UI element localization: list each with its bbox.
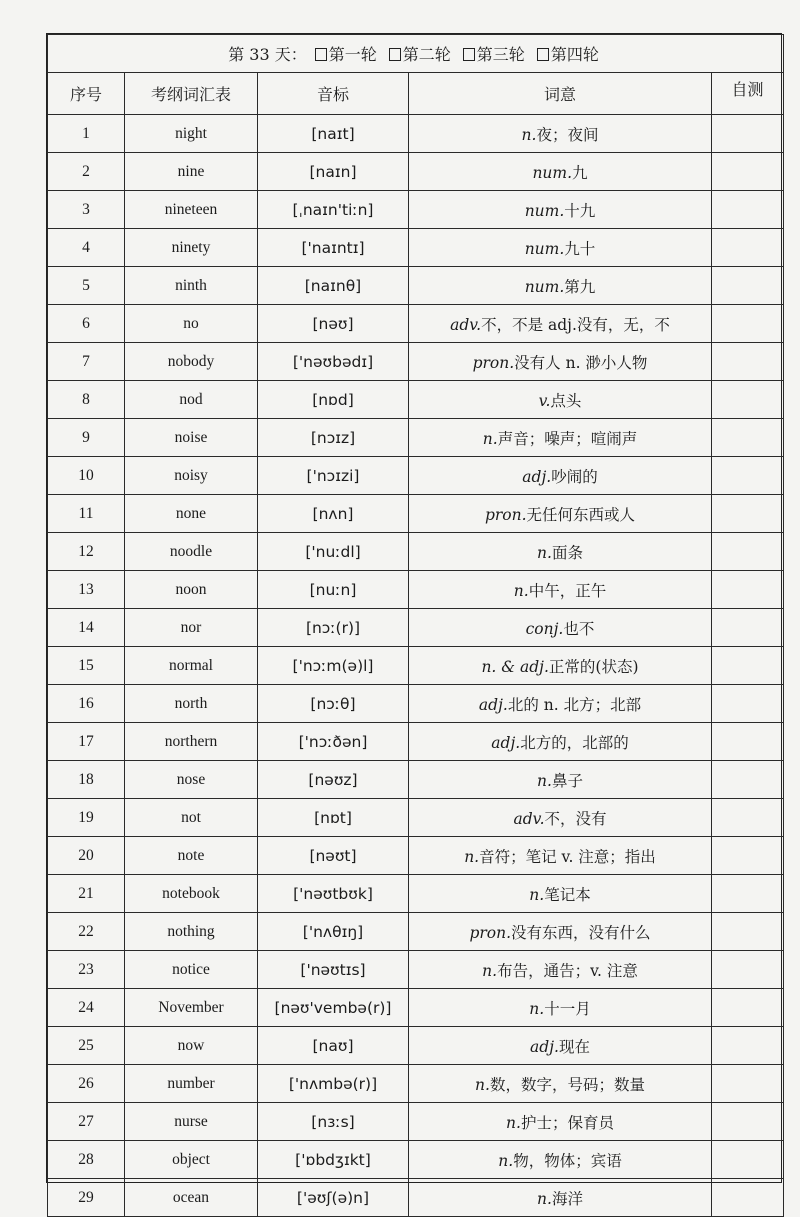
row-index: 20 — [48, 837, 125, 875]
row-meaning-text: 不，没有 — [544, 809, 607, 828]
row-self-test[interactable] — [712, 723, 784, 761]
row-meaning — [409, 1065, 712, 1103]
row-word: November — [125, 989, 258, 1027]
header-phonetic: 音标 — [258, 73, 409, 115]
row-index: 11 — [48, 495, 125, 533]
row-meaning-text: 无任何东西或人 — [526, 505, 636, 524]
row-meaning-text: 现在 — [558, 1037, 590, 1056]
row-pos: n. — [537, 543, 552, 562]
row-meaning-text: 不，不是 adj.没有，无，不 — [481, 315, 670, 334]
row-word: ninety — [125, 229, 258, 267]
row-meaning — [409, 989, 712, 1027]
table-row — [48, 799, 784, 837]
row-meaning — [409, 837, 712, 875]
row-self-test[interactable] — [712, 1065, 784, 1103]
row-index: 12 — [48, 533, 125, 571]
row-pos: pron. — [484, 505, 527, 524]
row-word: nod — [125, 381, 258, 419]
row-self-test[interactable] — [712, 685, 784, 723]
row-meaning — [409, 913, 712, 951]
row-index: 19 — [48, 799, 125, 837]
row-self-test[interactable] — [712, 381, 784, 419]
table-row — [48, 1103, 784, 1141]
row-meaning — [409, 875, 712, 913]
table-row — [48, 951, 784, 989]
row-meaning-text: 海洋 — [551, 1189, 583, 1208]
row-pos: n. — [513, 581, 529, 600]
row-word: notebook — [125, 875, 258, 913]
row-phonetic: [naɪn] — [258, 153, 409, 191]
row-word: normal — [125, 647, 258, 685]
row-self-test[interactable] — [712, 457, 784, 495]
row-meaning-text: 十一月 — [544, 999, 591, 1018]
table-row — [48, 837, 784, 875]
row-self-test[interactable] — [712, 799, 784, 837]
row-meaning-text: 护士；保育员 — [520, 1113, 614, 1132]
row-index: 10 — [48, 457, 125, 495]
round-3-checkbox[interactable] — [463, 48, 475, 61]
row-meaning — [409, 685, 712, 723]
row-pos: pron. — [469, 923, 512, 942]
row-index: 21 — [48, 875, 125, 913]
row-meaning-text: 数，数字，号码；数量 — [489, 1075, 645, 1094]
row-word: note — [125, 837, 258, 875]
row-meaning-text: 物，物体；宾语 — [513, 1151, 622, 1170]
table-row — [48, 533, 784, 571]
row-meaning — [409, 191, 712, 229]
row-pos: n. — [529, 885, 545, 904]
row-phonetic: [naɪt] — [258, 115, 409, 153]
row-meaning-text: 中午，正午 — [528, 581, 607, 600]
table-row — [48, 1027, 784, 1065]
row-word: nothing — [125, 913, 258, 951]
round-1-checkbox[interactable] — [315, 48, 327, 61]
row-pos: num. — [524, 201, 565, 220]
row-meaning — [409, 1179, 712, 1217]
row-phonetic: ['əʊʃ(ə)n] — [258, 1179, 409, 1217]
row-pos: adv. — [450, 315, 482, 334]
row-self-test[interactable] — [712, 913, 784, 951]
round-1-label: 第一轮 — [328, 45, 377, 64]
row-word: no — [125, 305, 258, 343]
vocabulary-sheet — [46, 33, 782, 1208]
row-self-test[interactable] — [712, 419, 784, 457]
row-pos: n. — [537, 771, 552, 790]
row-index: 22 — [48, 913, 125, 951]
row-index: 14 — [48, 609, 125, 647]
table-row — [48, 685, 784, 723]
row-word: nurse — [125, 1103, 258, 1141]
row-phonetic: ['nɔːm(ə)l] — [258, 647, 409, 685]
row-index: 13 — [48, 571, 125, 609]
row-self-test[interactable] — [712, 761, 784, 799]
table-row — [48, 457, 784, 495]
row-phonetic: [nuːn] — [258, 571, 409, 609]
row-meaning — [409, 343, 712, 381]
row-meaning-text: 笔记本 — [544, 885, 591, 904]
row-word: noon — [125, 571, 258, 609]
title-row — [48, 35, 784, 73]
vocabulary-table — [47, 34, 784, 1217]
row-self-test[interactable] — [712, 115, 784, 153]
row-self-test[interactable] — [712, 305, 784, 343]
row-index: 9 — [48, 419, 125, 457]
row-self-test[interactable] — [712, 951, 784, 989]
row-meaning — [409, 571, 712, 609]
table-row — [48, 1065, 784, 1103]
row-self-test[interactable] — [712, 1103, 784, 1141]
row-word: nor — [125, 609, 258, 647]
row-meaning — [409, 1141, 712, 1179]
row-index: 28 — [48, 1141, 125, 1179]
row-meaning-text: 也不 — [563, 619, 595, 638]
header-self-test: 自测 — [712, 73, 784, 115]
row-pos: n. — [475, 1075, 490, 1094]
table-row — [48, 875, 784, 913]
row-phonetic: [nəʊ] — [258, 305, 409, 343]
table-row — [48, 191, 784, 229]
row-meaning-text: 九 — [572, 163, 588, 182]
row-self-test[interactable] — [712, 571, 784, 609]
row-meaning-text: 正常的(状态) — [548, 657, 639, 676]
row-meaning-text: 点头 — [550, 391, 582, 410]
row-self-test[interactable] — [712, 229, 784, 267]
row-pos: num. — [524, 277, 565, 296]
row-phonetic: ['nuːdl] — [258, 533, 409, 571]
row-word: none — [125, 495, 258, 533]
row-index: 16 — [48, 685, 125, 723]
row-self-test[interactable] — [712, 153, 784, 191]
round-3-label: 第三轮 — [476, 45, 525, 64]
row-meaning — [409, 1103, 712, 1141]
row-word: now — [125, 1027, 258, 1065]
table-row — [48, 343, 784, 381]
row-self-test[interactable] — [712, 1027, 784, 1065]
row-meaning — [409, 761, 712, 799]
row-word: ocean — [125, 1179, 258, 1217]
header-word: 考纲词汇表 — [125, 73, 258, 115]
row-pos: n. — [482, 961, 498, 980]
row-self-test[interactable] — [712, 343, 784, 381]
table-row — [48, 305, 784, 343]
header-index: 序号 — [48, 73, 125, 115]
row-phonetic: [nəʊz] — [258, 761, 409, 799]
row-self-test[interactable] — [712, 267, 784, 305]
row-meaning-text: 布告，通告；v. 注意 — [497, 961, 638, 980]
row-meaning — [409, 457, 712, 495]
row-self-test[interactable] — [712, 647, 784, 685]
row-self-test[interactable] — [712, 533, 784, 571]
row-meaning — [409, 609, 712, 647]
row-meaning-text: 九十 — [564, 239, 596, 258]
row-phonetic: ['naɪntɪ] — [258, 229, 409, 267]
row-pos: adj. — [491, 733, 521, 752]
row-pos: adj. — [530, 1037, 559, 1056]
row-phonetic: ['nəʊbədɪ] — [258, 343, 409, 381]
row-self-test[interactable] — [712, 495, 784, 533]
row-word: northern — [125, 723, 258, 761]
table-row — [48, 609, 784, 647]
row-phonetic: [naɪnθ] — [258, 267, 409, 305]
row-meaning-text: 没有东西，没有什么 — [511, 923, 651, 942]
row-self-test[interactable] — [712, 837, 784, 875]
row-meaning-text: 夜；夜间 — [536, 125, 599, 144]
row-word: north — [125, 685, 258, 723]
row-phonetic: [nɒt] — [258, 799, 409, 837]
row-pos: adj. — [478, 695, 508, 714]
row-phonetic: [nɔɪz] — [258, 419, 409, 457]
row-meaning — [409, 533, 712, 571]
row-self-test[interactable] — [712, 989, 784, 1027]
row-word: nineteen — [125, 191, 258, 229]
row-meaning — [409, 381, 712, 419]
row-pos: n. & adj. — [481, 657, 549, 676]
row-meaning — [409, 723, 712, 761]
row-phonetic: ['nɔɪzi] — [258, 457, 409, 495]
header-meaning: 词意 — [409, 73, 712, 115]
row-pos: n. — [464, 847, 480, 866]
row-pos: num. — [524, 239, 565, 258]
row-phonetic: [nəʊ'vembə(r)] — [258, 989, 409, 1027]
row-meaning-text: 十九 — [564, 201, 596, 220]
row-index: 3 — [48, 191, 125, 229]
round-2-label: 第二轮 — [402, 45, 451, 64]
table-row — [48, 913, 784, 951]
row-pos: n. — [529, 999, 545, 1018]
row-phonetic: ['nəʊtɪs] — [258, 951, 409, 989]
row-word: nose — [125, 761, 258, 799]
row-word: object — [125, 1141, 258, 1179]
row-word: nine — [125, 153, 258, 191]
row-pos: n. — [498, 1151, 514, 1170]
row-meaning-text: 声音；噪声；喧闹声 — [497, 429, 638, 448]
row-word: night — [125, 115, 258, 153]
row-meaning — [409, 267, 712, 305]
table-row — [48, 1179, 784, 1217]
day-label: 第 33 天： — [228, 45, 307, 64]
row-meaning — [409, 495, 712, 533]
row-meaning — [409, 305, 712, 343]
row-word: not — [125, 799, 258, 837]
row-pos: n. — [482, 429, 498, 448]
round-4-checkbox[interactable] — [537, 48, 549, 61]
row-index: 24 — [48, 989, 125, 1027]
row-meaning-text: 第九 — [564, 277, 596, 296]
row-word: ninth — [125, 267, 258, 305]
row-meaning-text: 没有人 n. 渺小人物 — [514, 353, 648, 372]
row-phonetic: [nəʊt] — [258, 837, 409, 875]
row-index: 29 — [48, 1179, 125, 1217]
row-self-test[interactable] — [712, 1141, 784, 1179]
row-pos: n. — [506, 1113, 521, 1132]
row-index: 7 — [48, 343, 125, 381]
row-index: 17 — [48, 723, 125, 761]
row-index: 15 — [48, 647, 125, 685]
row-word: noisy — [125, 457, 258, 495]
row-phonetic: [ˌnaɪn'tiːn] — [258, 191, 409, 229]
day-title — [48, 35, 784, 73]
row-meaning-text: 面条 — [551, 543, 583, 562]
row-meaning-text: 吵闹的 — [551, 467, 598, 486]
row-word: noodle — [125, 533, 258, 571]
row-index: 23 — [48, 951, 125, 989]
row-pos: pron. — [472, 353, 515, 372]
row-index: 6 — [48, 305, 125, 343]
row-phonetic: [nɒd] — [258, 381, 409, 419]
row-phonetic: ['nəʊtbʊk] — [258, 875, 409, 913]
row-meaning-text: 鼻子 — [551, 771, 583, 790]
row-meaning — [409, 115, 712, 153]
row-meaning-text: 北方的，北部的 — [520, 733, 629, 752]
table-row — [48, 1141, 784, 1179]
table-row — [48, 115, 784, 153]
row-meaning — [409, 419, 712, 457]
row-index: 1 — [48, 115, 125, 153]
row-phonetic: [naʊ] — [258, 1027, 409, 1065]
table-row — [48, 381, 784, 419]
row-index: 2 — [48, 153, 125, 191]
row-self-test[interactable] — [712, 191, 784, 229]
row-phonetic: ['nʌθɪŋ] — [258, 913, 409, 951]
table-row — [48, 419, 784, 457]
table-row — [48, 989, 784, 1027]
row-pos: n. — [521, 125, 537, 144]
table-row — [48, 571, 784, 609]
row-index: 27 — [48, 1103, 125, 1141]
row-phonetic: ['ɒbdʒɪkt] — [258, 1141, 409, 1179]
row-meaning — [409, 153, 712, 191]
row-index: 25 — [48, 1027, 125, 1065]
table-row — [48, 723, 784, 761]
row-meaning-text: 北的 n. 北方；北部 — [507, 695, 642, 714]
header-row — [48, 73, 784, 115]
row-pos: conj. — [525, 619, 564, 638]
row-word: notice — [125, 951, 258, 989]
round-4-label: 第四轮 — [550, 45, 599, 64]
row-phonetic: ['nɔːðən] — [258, 723, 409, 761]
table-row — [48, 229, 784, 267]
row-pos: v. — [538, 391, 551, 410]
row-index: 26 — [48, 1065, 125, 1103]
row-self-test[interactable] — [712, 1179, 784, 1217]
row-meaning — [409, 647, 712, 685]
table-row — [48, 153, 784, 191]
row-pos: n. — [537, 1189, 552, 1208]
row-phonetic: [nɔː(r)] — [258, 609, 409, 647]
row-meaning-text: 音符；笔记 v. 注意；指出 — [479, 847, 656, 866]
row-index: 18 — [48, 761, 125, 799]
table-row — [48, 647, 784, 685]
row-index: 4 — [48, 229, 125, 267]
round-2-checkbox[interactable] — [389, 48, 401, 61]
row-word: noise — [125, 419, 258, 457]
table-row — [48, 495, 784, 533]
row-phonetic: [nɜːs] — [258, 1103, 409, 1141]
row-meaning — [409, 1027, 712, 1065]
row-phonetic: ['nʌmbə(r)] — [258, 1065, 409, 1103]
row-index: 5 — [48, 267, 125, 305]
row-phonetic: [nʌn] — [258, 495, 409, 533]
row-index: 8 — [48, 381, 125, 419]
row-meaning — [409, 799, 712, 837]
row-pos: adj. — [522, 467, 552, 486]
row-word: number — [125, 1065, 258, 1103]
row-pos: adv. — [513, 809, 545, 828]
row-self-test[interactable] — [712, 875, 784, 913]
row-phonetic: [nɔːθ] — [258, 685, 409, 723]
row-meaning — [409, 229, 712, 267]
row-word: nobody — [125, 343, 258, 381]
table-row — [48, 761, 784, 799]
row-meaning — [409, 951, 712, 989]
table-row — [48, 267, 784, 305]
row-self-test[interactable] — [712, 609, 784, 647]
row-pos: num. — [532, 163, 573, 182]
